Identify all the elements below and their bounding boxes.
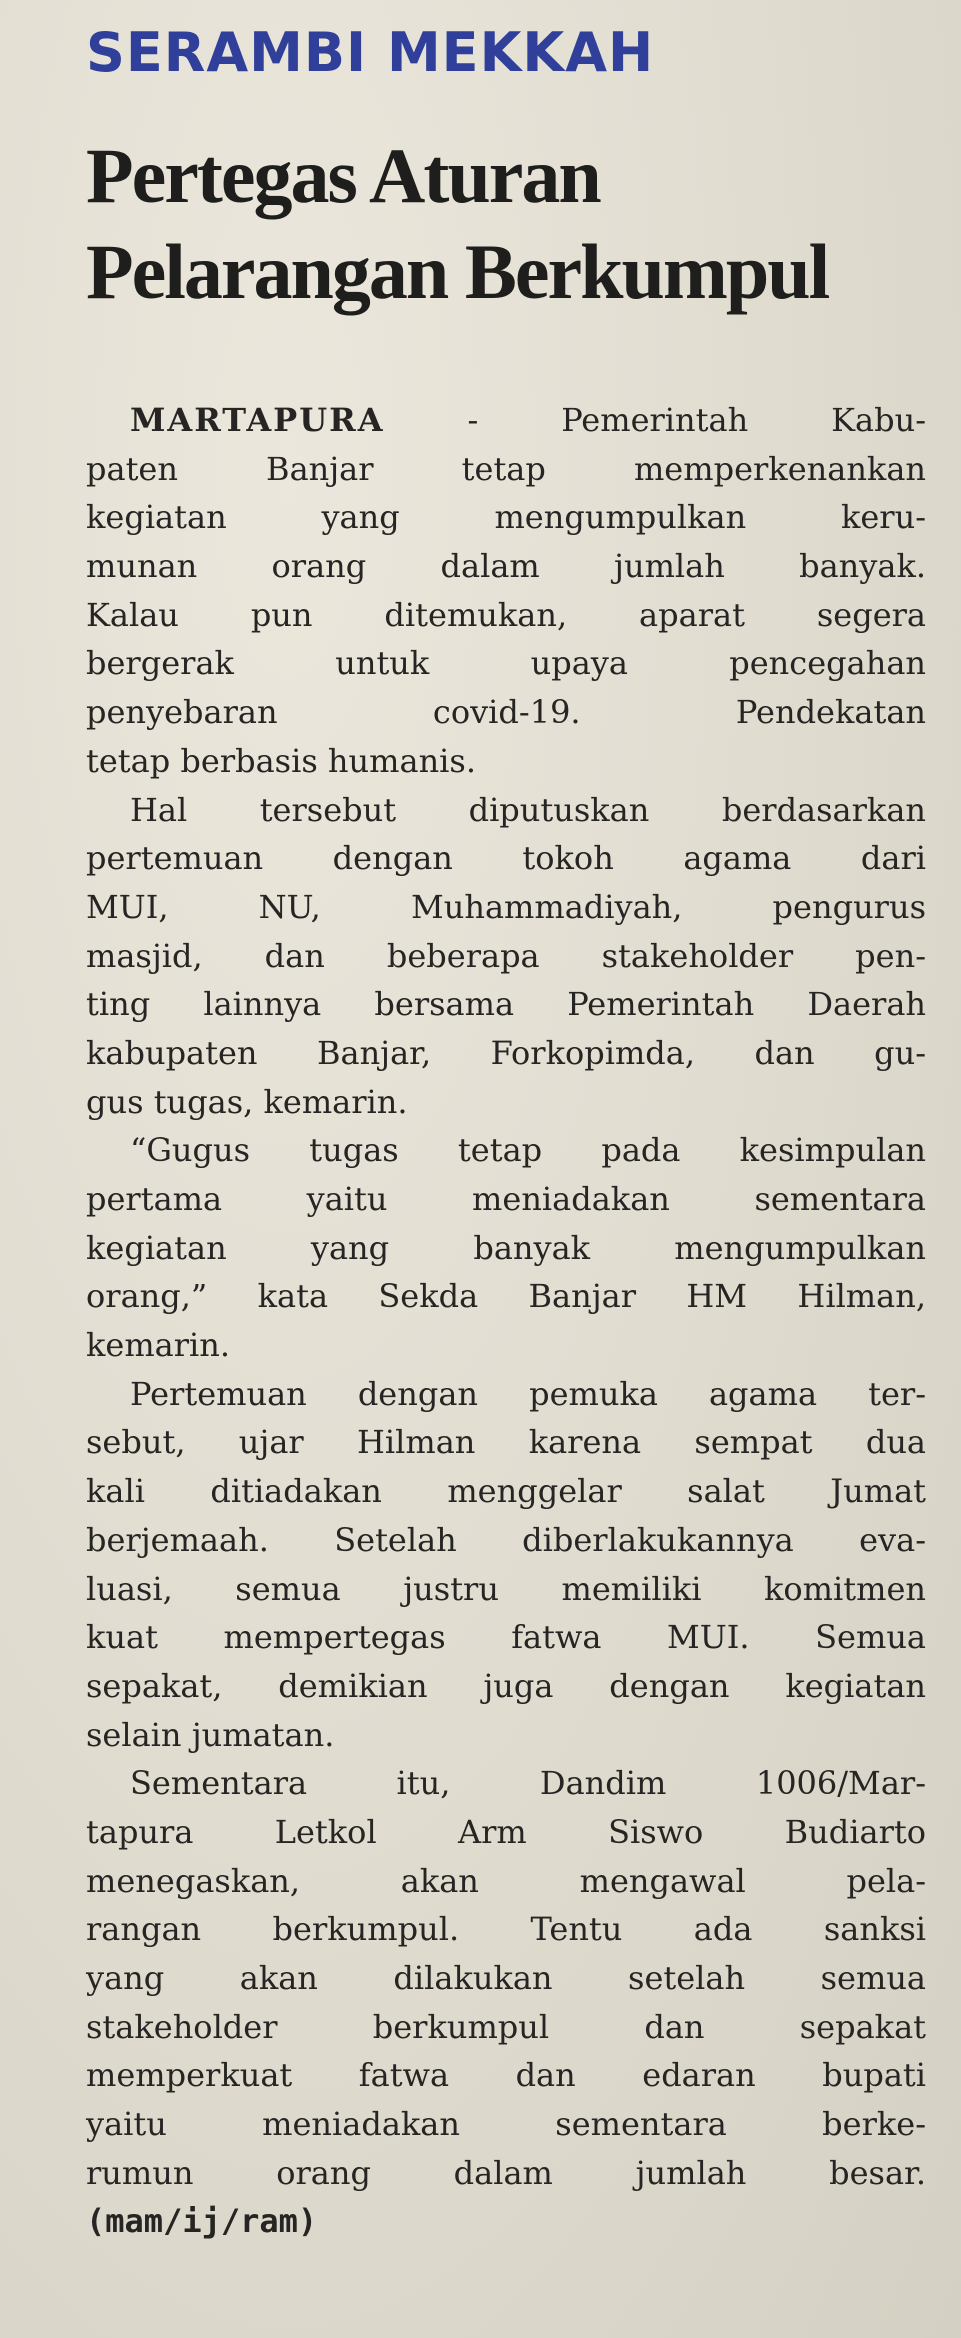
body-line: bergerak untuk upaya pencegahan bbox=[86, 644, 926, 683]
body-line: sepakat, demikian juga dengan kegiatan bbox=[86, 1666, 926, 1705]
body-line: selain jumatan. bbox=[86, 1715, 335, 1754]
headline-line-1: Pertegas Aturan bbox=[86, 132, 600, 219]
body-line: Sementara itu, Dandim 1006/Mar- bbox=[130, 1764, 926, 1803]
article-body bbox=[86, 396, 926, 2246]
body-line: tetap berbasis humanis. bbox=[86, 741, 476, 780]
body-line: memperkuat fatwa dan edaran bupati bbox=[86, 2056, 926, 2095]
body-line: Pertemuan dengan pemuka agama ter- bbox=[130, 1374, 926, 1413]
body-line: paten Banjar tetap memperkenankan bbox=[86, 449, 926, 488]
author-signature: (mam/ij/ram) bbox=[86, 2202, 318, 2241]
body-line: yaitu meniadakan sementara berke- bbox=[86, 2105, 926, 2144]
body-line: kegiatan yang banyak mengumpulkan bbox=[86, 1228, 926, 1267]
body-line: berjemaah. Setelah diberlakukannya eva- bbox=[86, 1520, 926, 1559]
body-line: sebut, ujar Hilman karena sempat dua bbox=[86, 1423, 926, 1462]
body-line: rangan berkumpul. Tentu ada sanksi bbox=[86, 1910, 926, 1949]
body-line: orang,” kata Sekda Banjar HM Hilman, bbox=[86, 1277, 926, 1316]
body-line: kali ditiadakan menggelar salat Jumat bbox=[86, 1472, 926, 1511]
body-line: masjid, dan beberapa stakeholder pen- bbox=[86, 936, 926, 975]
body-line: penyebaran covid-19. Pendekatan bbox=[86, 693, 926, 732]
body-line: luasi, semua justru memiliki komitmen bbox=[86, 1569, 926, 1608]
body-line: menegaskan, akan mengawal pela- bbox=[86, 1861, 926, 1900]
body-line: tapura Letkol Arm Siswo Budiarto bbox=[86, 1812, 926, 1851]
body-line: “Gugus tugas tetap pada kesimpulan bbox=[130, 1131, 926, 1170]
body-line: ting lainnya bersama Pemerintah Daerah bbox=[86, 985, 926, 1024]
body-line: yang akan dilakukan setelah semua bbox=[86, 1959, 926, 1997]
body-line: gus tugas, kemarin. bbox=[86, 1082, 408, 1121]
body-line: MUI, NU, Muhammadiyah, pengurus bbox=[86, 887, 926, 926]
body-line: Hal tersebut diputuskan berdasarkan bbox=[130, 790, 926, 829]
body-line: Kalau pun ditemukan, aparat segera bbox=[86, 595, 926, 634]
body-line: pertama yaitu meniadakan sementara bbox=[86, 1180, 926, 1218]
dateline: MARTAPURA bbox=[130, 401, 385, 439]
body-line: kuat mempertegas fatwa MUI. Semua bbox=[86, 1618, 926, 1657]
body-line: MARTAPURA - Pemerintah Kabu- bbox=[130, 401, 926, 439]
section-rubric: SERAMBI MEKKAH bbox=[86, 21, 655, 84]
body-line: stakeholder berkumpul dan sepakat bbox=[86, 2007, 926, 2046]
body-line: kemarin. bbox=[86, 1326, 231, 1365]
body-line: munan orang dalam jumlah banyak. bbox=[86, 547, 926, 586]
body-line: kegiatan yang mengumpulkan keru- bbox=[86, 498, 926, 537]
article-headline bbox=[86, 128, 946, 320]
headline-line-2: Pelarangan Berkumpul bbox=[86, 228, 829, 315]
body-line: rumun orang dalam jumlah besar. bbox=[86, 2153, 926, 2192]
body-line: kabupaten Banjar, Forkopimda, dan gu- bbox=[86, 1033, 926, 1072]
body-line: pertemuan dengan tokoh agama dari bbox=[86, 839, 926, 878]
